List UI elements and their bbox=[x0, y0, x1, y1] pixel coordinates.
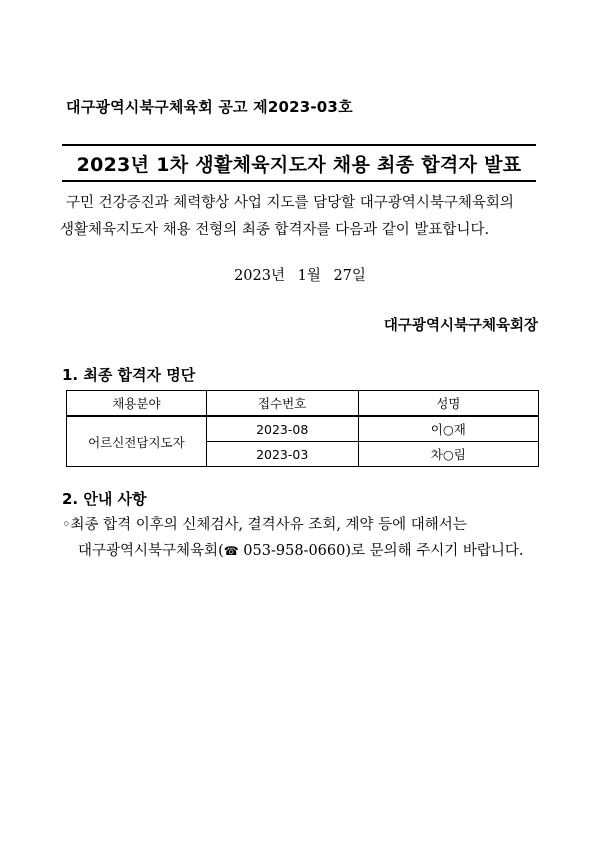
announcement-date bbox=[0, 264, 600, 285]
page-title: 2023년 1차 생활체육지도자 채용 최종 합격자 발표 bbox=[76, 153, 522, 176]
name-cell: 이○재 bbox=[358, 416, 538, 442]
intro-paragraph bbox=[60, 190, 540, 244]
column-header-field: 채용분야 bbox=[67, 391, 207, 417]
intro-line-1: 구민 건강증진과 체력향상 사업 지도를 담당할 대구광역시북구체육회의 bbox=[66, 195, 514, 211]
issuer: 대구광역시북구체육회장 bbox=[383, 317, 538, 334]
number-cell: 2023-03 bbox=[206, 442, 358, 467]
table-header-row bbox=[67, 391, 539, 417]
intro-line-2: 생활체육지도자 채용 전형의 최종 합격자를 다음과 같이 발표합니다. bbox=[60, 222, 490, 238]
column-header-number: 접수번호 bbox=[206, 391, 358, 417]
section1-heading: 1. 최종 합격자 명단 bbox=[62, 366, 196, 384]
guide-line-2 bbox=[62, 538, 542, 564]
guide-line-1: ◦최종 합격 이후의 신체검사, 결격사유 조회, 계약 등에 대해서는 bbox=[62, 517, 467, 533]
field-cell: 어르신전담지도자 bbox=[67, 416, 207, 467]
date-month: 1월 bbox=[297, 268, 321, 284]
date-year: 2023년 bbox=[234, 268, 285, 284]
date-day: 27일 bbox=[333, 268, 366, 284]
number-cell: 2023-08 bbox=[206, 416, 358, 442]
name-cell: 차○림 bbox=[358, 442, 538, 467]
phone-icon: ☎ bbox=[223, 544, 239, 558]
column-header-name: 성명 bbox=[358, 391, 538, 417]
table-row bbox=[67, 416, 539, 442]
guide-paragraph bbox=[62, 512, 542, 564]
title-box bbox=[62, 144, 536, 182]
section2-heading: 2. 안내 사항 bbox=[62, 490, 147, 508]
finalist-table bbox=[66, 390, 539, 467]
guide-line-2-prefix: 대구광역시북구체육회( bbox=[78, 543, 224, 559]
notice-number: 대구광역시북구체육회 공고 제2023-03호 bbox=[66, 98, 353, 116]
guide-line-2-suffix: 053-958-0660)로 문의해 주시기 바랍니다. bbox=[238, 543, 524, 559]
